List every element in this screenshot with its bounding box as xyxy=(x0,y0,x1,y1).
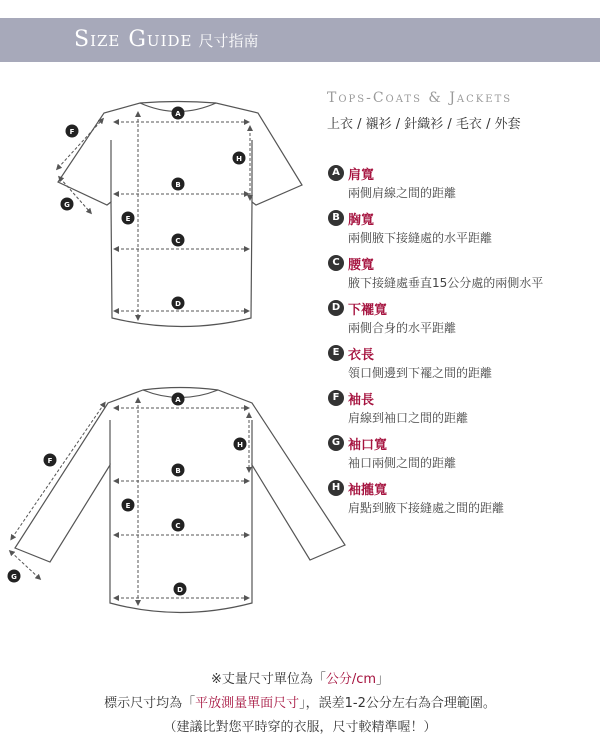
note-highlight: 平放測量單面尺寸 xyxy=(195,696,300,711)
svg-text:B: B xyxy=(175,181,181,189)
note-unit xyxy=(0,668,600,687)
svg-text:E: E xyxy=(125,502,131,510)
svg-text:G: G xyxy=(64,201,70,209)
marker-a-icon xyxy=(172,393,185,406)
legend-desc: 腋下接縫處垂直15公分處的兩側水平 xyxy=(348,276,544,290)
letter-f-icon: F xyxy=(328,390,344,406)
letter-h-icon: H xyxy=(328,480,344,496)
category-title: Tops-Coats & Jackets xyxy=(327,90,513,106)
note-suggestion: （建議比對您平時穿的衣服，尺寸較精準喔！） xyxy=(163,720,437,735)
legend-desc: 領口側邊到下襬之間的距離 xyxy=(348,366,493,380)
letter-g-icon: G xyxy=(328,435,344,451)
svg-text:B: B xyxy=(175,467,181,475)
legend-title: 衣長 xyxy=(348,348,375,363)
marker-a-icon xyxy=(172,107,185,120)
legend-desc: 兩側肩線之間的距離 xyxy=(348,186,457,200)
longsleeve-outline xyxy=(15,390,345,613)
legend-item-e xyxy=(328,345,593,390)
legend-desc: 肩線到袖口之間的距離 xyxy=(348,411,469,425)
legend-item-g xyxy=(328,435,593,480)
legend-item-b xyxy=(328,210,593,255)
page-title-cn: 尺寸指南 xyxy=(198,32,259,50)
marker-e-icon xyxy=(122,212,135,225)
marker-c-icon xyxy=(172,519,185,532)
tshirt-diagram xyxy=(58,102,302,327)
svg-text:C: C xyxy=(175,522,181,530)
svg-text:G: G xyxy=(11,573,17,581)
category-subtitle: 上衣 / 襯衫 / 針織衫 / 毛衣 / 外套 xyxy=(327,117,521,132)
marker-c-icon xyxy=(172,234,185,247)
longsleeve-diagram xyxy=(15,388,345,613)
note-text: 」 xyxy=(376,672,390,687)
longsleeve-neckline xyxy=(143,388,218,391)
legend-title: 腰寬 xyxy=(348,258,375,273)
tshirt-outline xyxy=(58,103,302,327)
marker-d-icon xyxy=(172,297,185,310)
legend-title: 肩寬 xyxy=(348,168,375,183)
legend-title: 袖長 xyxy=(348,393,375,408)
legend-title: 胸寬 xyxy=(348,213,375,228)
svg-text:E: E xyxy=(125,215,131,223)
marker-g-icon xyxy=(61,198,74,211)
legend-item-d xyxy=(328,300,593,345)
marker-h-icon xyxy=(234,438,247,451)
measurement-legend xyxy=(328,165,593,525)
marker-d-icon xyxy=(174,583,187,596)
note-text: 標示尺寸均為「 xyxy=(104,696,196,711)
legend-item-a xyxy=(328,165,593,210)
legend-desc: 兩側合身的水平距離 xyxy=(348,321,457,335)
letter-d-icon: D xyxy=(328,300,344,316)
marker-e-icon xyxy=(122,499,135,512)
legend-desc: 肩點到腋下接縫處之間的距離 xyxy=(348,501,505,515)
legend-title: 袖口寬 xyxy=(348,438,388,453)
tshirt-measure-lines xyxy=(58,114,250,318)
svg-text:H: H xyxy=(237,441,243,449)
letter-c-icon: C xyxy=(328,255,344,271)
legend-title: 下襬寬 xyxy=(348,303,388,318)
marker-b-icon xyxy=(172,178,185,191)
longsleeve-markers xyxy=(8,393,247,596)
svg-text:D: D xyxy=(175,300,181,308)
marker-g-icon xyxy=(8,570,21,583)
svg-text:F: F xyxy=(47,457,53,465)
note-text: ※丈量尺寸單位為「 xyxy=(210,672,326,687)
legend-item-f xyxy=(328,390,593,435)
legend-desc: 袖口兩側之間的距離 xyxy=(348,456,457,470)
note-text: 」，誤差1-2公分左右為合理範圍。 xyxy=(299,696,496,711)
letter-e-icon: E xyxy=(328,345,344,361)
svg-text:H: H xyxy=(236,155,242,163)
legend-title: 袖攏寬 xyxy=(348,483,388,498)
svg-text:D: D xyxy=(177,586,183,594)
svg-text:A: A xyxy=(175,110,181,118)
note-highlight: 公分/cm xyxy=(325,672,377,687)
marker-f-icon xyxy=(44,454,57,467)
legend-item-h xyxy=(328,480,593,525)
svg-text:F: F xyxy=(69,128,75,136)
page-title-en: Size Guide xyxy=(74,27,193,52)
letter-a-icon: A xyxy=(328,165,344,181)
letter-b-icon: B xyxy=(328,210,344,226)
marker-b-icon xyxy=(172,464,185,477)
tshirt-neckline xyxy=(140,102,216,104)
svg-text:C: C xyxy=(175,237,181,245)
note-measure xyxy=(0,692,600,711)
marker-h-icon xyxy=(233,152,246,165)
legend-desc: 兩側腋下接縫處的水平距離 xyxy=(348,231,493,245)
legend-item-c xyxy=(328,255,593,300)
marker-f-icon xyxy=(66,125,79,138)
svg-text:A: A xyxy=(175,396,181,404)
